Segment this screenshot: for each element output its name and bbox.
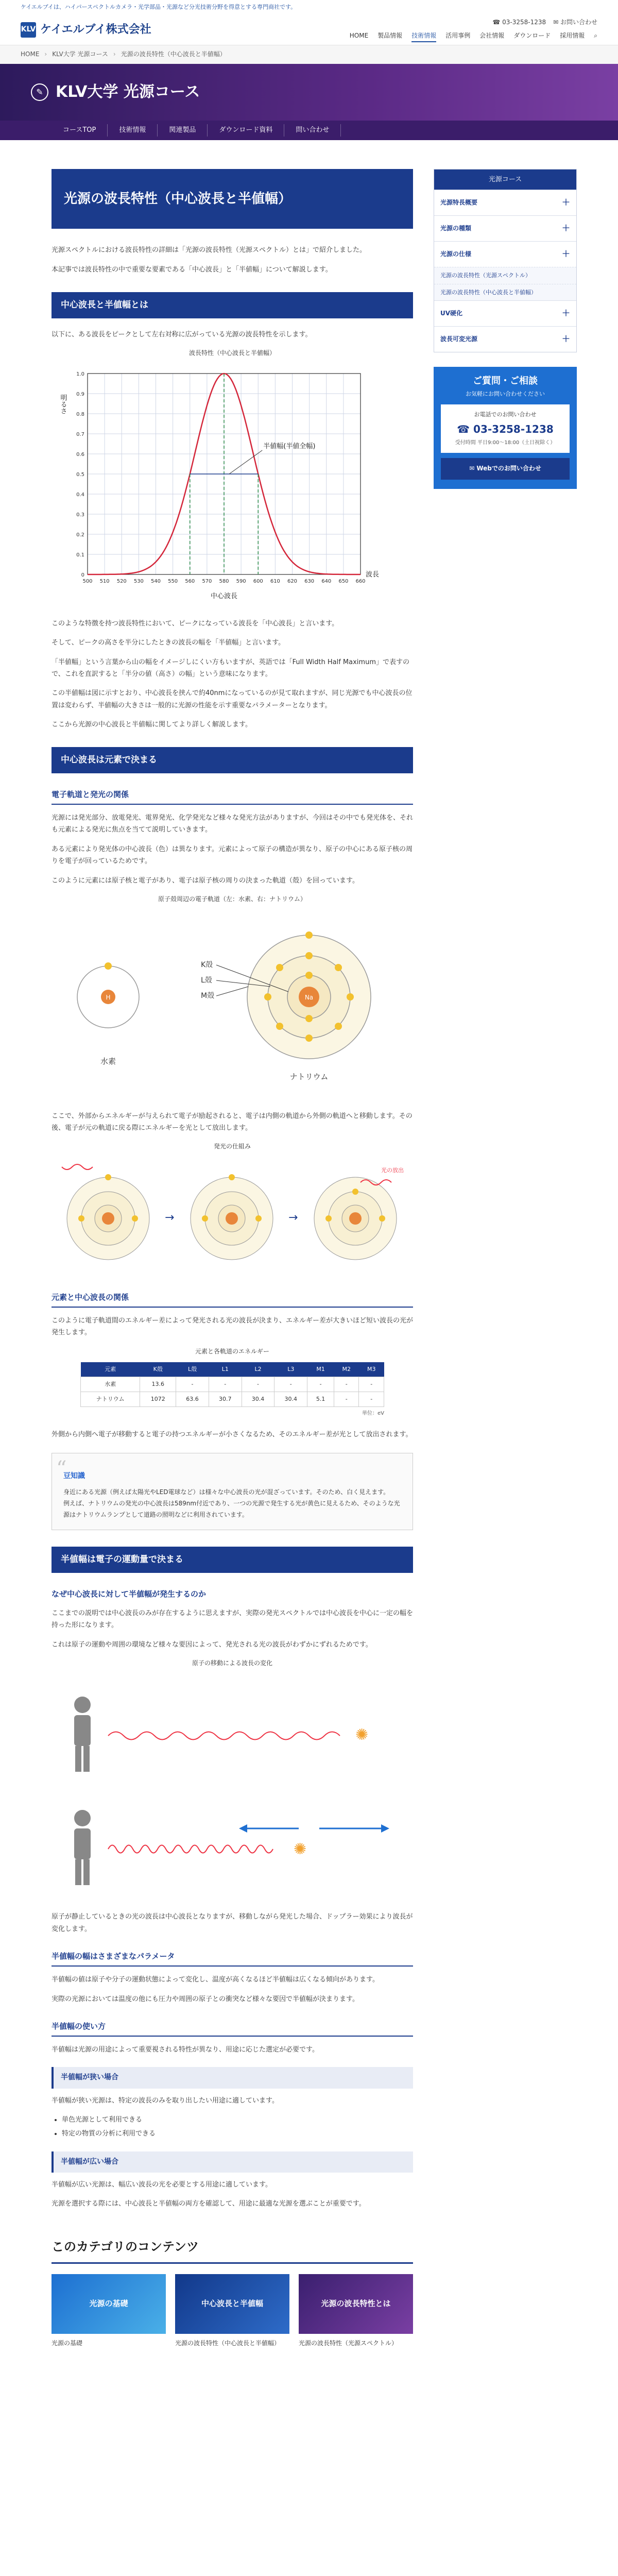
x-tick-label: 640: [321, 578, 332, 584]
quote-icon: “: [56, 1457, 67, 1481]
x-tick-label: 630: [304, 578, 315, 584]
narrow-fwhm-list: [62, 2114, 413, 2140]
contact-link[interactable]: ✉ お問い合わせ: [553, 18, 597, 26]
table-header: L殻: [176, 1362, 209, 1377]
course-menu-heading: 光源コース: [434, 170, 576, 190]
subnav-download[interactable]: ダウンロード資料: [208, 124, 284, 136]
logo-text: ケイエルブイ株式会社: [40, 23, 151, 36]
sidebar-item-types[interactable]: [434, 215, 576, 241]
logo-mark: KLV: [21, 22, 36, 38]
nav-company[interactable]: 会社情報: [479, 31, 505, 39]
x-tick-label: 610: [270, 578, 280, 584]
card-title: 光源の波長特性（光源スペクトル）: [299, 2339, 398, 2347]
chart-caption: 波長特性（中心波長と半値幅）: [188, 349, 276, 357]
doppler-diagram: [52, 1674, 413, 1901]
sidebar-item-label: 光源の仕様: [440, 250, 472, 258]
topbar-text: ケイエルブイは、ハイパースペクトルカメラ・光学部品・光源など分光技術分野を得意とする専門商社です。: [21, 4, 297, 11]
hero-title: KLV大学 光源コース: [56, 83, 200, 101]
table-header: L2: [242, 1362, 274, 1377]
intro-paragraph-2: 本記事では波長特性の中で重要な要素である「中心波長」と「半値幅」について解説します。: [52, 265, 332, 274]
emission-step-3: [314, 1177, 397, 1260]
nav-cases[interactable]: 活用事例: [445, 31, 471, 39]
section-heading-2: 中心波長は元素で決まる: [52, 747, 413, 773]
course-menu: [434, 169, 577, 352]
y-tick-label: 1.0: [76, 371, 84, 377]
card-title: 光源の基礎: [52, 2339, 83, 2347]
section1-paragraph-3: そして、ピークの高さを半分にしたときの波長の幅を「半値幅」と言います。: [52, 639, 285, 647]
y-tick-label: 0.6: [76, 451, 84, 457]
main-content: [52, 169, 413, 2370]
breadcrumb: [0, 45, 618, 64]
sodium-nucleus-label: Na: [304, 993, 314, 1001]
section-heading-1: 中心波長と半値幅とは: [52, 292, 413, 318]
nav-home[interactable]: HOME: [349, 31, 369, 39]
tel-hours: 受付時間 平日9:00～18:00（土日祝除く）: [455, 439, 556, 446]
table-cell: 30.4: [242, 1392, 274, 1406]
people-caption: 原子の移動による波長の変化: [192, 1659, 272, 1667]
card-thumbnail: 光源の波長特性とは: [299, 2274, 413, 2334]
header-right: [350, 17, 597, 42]
footer-spacer: [52, 2349, 413, 2370]
sun-icon: ✺: [355, 1726, 369, 1744]
section3-paragraph-4: 半値幅の値は原子や分子の運動状態によって変化し、温度が高くなるほど半値幅は広くなる傾向があります。: [52, 1976, 379, 1984]
breadcrumb-current: 光源の波長特性（中心波長と半値幅）: [121, 50, 226, 58]
subnav-course-top[interactable]: コースTOP: [52, 124, 108, 136]
header-contact: [492, 17, 597, 28]
subnav-tech-info[interactable]: 技術情報: [108, 124, 158, 136]
x-tick-label: 580: [219, 578, 229, 584]
x-tick-label: 660: [355, 578, 366, 584]
table-caption: 元素と各軌道のエネルギー: [195, 1347, 269, 1355]
arrow-right-icon: →: [165, 1211, 175, 1224]
section2-paragraph-4: ここで、外部からエネルギーが与えられて電子が励起されると、電子は内側の軌道から外側の軌道へと移動します。その後、電子が元の軌道に戻る際にエネルギーを光として放出します。: [52, 1112, 413, 1132]
trivia-title: 豆知識: [63, 1472, 85, 1481]
x-tick-label: 500: [82, 578, 93, 584]
table-cell: 30.7: [209, 1392, 242, 1406]
table-cell: -: [274, 1377, 307, 1392]
category-cards: [52, 2274, 413, 2349]
site-header: [0, 14, 618, 45]
table-cell: 63.6: [176, 1392, 209, 1406]
pen-icon: ✎: [31, 83, 48, 101]
center-wavelength-label: 中心波長: [210, 592, 238, 600]
doppler-diagram-svg: [52, 1674, 413, 1901]
table-header-row: [81, 1362, 384, 1377]
breadcrumb-course[interactable]: KLV大学 光源コース: [52, 50, 108, 58]
y-axis-label: 明るさ: [59, 394, 67, 414]
search-icon[interactable]: ⌕: [594, 31, 597, 39]
section3-paragraph-5: 実際の光源においては温度の他にも圧力や周囲の原子との衝突など様々な要因で半値幅が決まります。: [52, 1995, 359, 2003]
narrow-fwhm-paragraph: 半値幅が狭い光源は、特定の波長のみを取り出したい用途に適しています。: [52, 2096, 279, 2105]
sodium-electron: [305, 1015, 313, 1022]
table-row: [81, 1377, 384, 1392]
table-header: M3: [359, 1362, 384, 1377]
y-tick-label: 0.3: [76, 512, 84, 518]
contact-title: ご質問・ご相談: [473, 375, 538, 386]
plus-icon[interactable]: ＋: [561, 248, 570, 259]
section3-paragraph-3: 原子が静止しているときの光の波長は中心波長となりますが、移動しながら発光した場合、ドップラー効果により波長が変化します。: [52, 1913, 413, 1933]
sodium-electron: [264, 993, 271, 1001]
web-inquiry-button[interactable]: ✉ Webでのお問い合わせ: [441, 458, 570, 480]
phone-number: 03-3258-1238: [502, 18, 546, 26]
contact-box: [434, 367, 577, 489]
sidebar-subitem-fwhm[interactable]: 光源の波長特性（中心波長と半値幅）: [434, 284, 576, 301]
table-header: M1: [307, 1362, 334, 1377]
emission-step-2: [191, 1174, 273, 1260]
table-cell: -: [334, 1377, 359, 1392]
emit-light-label: 光の放出: [381, 1167, 404, 1174]
shell-l-label: L殻: [201, 976, 212, 985]
table-cell: 5.1: [307, 1392, 334, 1406]
fwhm-label: 半値幅(半値全幅): [263, 442, 316, 450]
nav-download[interactable]: ダウンロード: [513, 31, 551, 39]
sidebar-item-spec[interactable]: [434, 241, 576, 267]
table-header: K殻: [140, 1362, 176, 1377]
y-tick-label: 0: [81, 572, 84, 578]
contact-text: お問い合わせ: [560, 18, 597, 26]
table-cell: -: [242, 1377, 274, 1392]
table-header: M2: [334, 1362, 359, 1377]
wide-fwhm-paragraph-2: 光源を選択する際には、中心波長と半値幅の両方を確認して、用途に最適な光源を選ぶことが重要です。: [52, 2200, 366, 2208]
energy-table: [80, 1362, 384, 1406]
section2-paragraph-1: 光源には発光部分、放電発光、電界発光、化学発光など様々な発光方法がありますが、今回はその中でも発光体を、それも元素による発光に焦点を当てて説明していきます。: [52, 814, 414, 834]
y-tick-label: 0.5: [76, 471, 84, 478]
sodium-electron: [335, 964, 342, 971]
subsection-element-wavelength: 元素と中心波長の関係: [52, 1291, 413, 1308]
emission-step-1: [62, 1164, 149, 1260]
sodium-electron: [335, 1023, 342, 1030]
content-card[interactable]: [52, 2274, 166, 2349]
emission-diagram-svg: [52, 1157, 413, 1275]
shell-m-label: M殻: [201, 991, 215, 1000]
section3-paragraph-1: ここまでの説明では中心波長のみが存在するように思えますが、実際の発光スペクトルでは中心波長を中心に一定の幅を持った形になります。: [52, 1609, 414, 1630]
wide-fwhm-heading: 半値幅が広い場合: [52, 2151, 413, 2173]
web-inquiry-label: Webでのお問い合わせ: [476, 464, 541, 472]
y-tick-label: 0.2: [76, 532, 84, 538]
x-tick-label: 650: [338, 578, 349, 584]
topbar-message: [0, 0, 618, 14]
content-container: [0, 140, 618, 2391]
section3-paragraph-2: これは原子の運動や周囲の環境など様々な要因によって、発光される光の波長がわずかにずれるためです。: [52, 1640, 372, 1649]
hydrogen-nucleus-label: H: [106, 993, 111, 1001]
table-cell: -: [334, 1392, 359, 1406]
shell-m-pointer: [216, 987, 248, 996]
tel-label: お電話でのお問い合わせ: [474, 411, 537, 418]
y-tick-label: 0.1: [76, 552, 84, 558]
section1-paragraph-4: 「半値幅」という言葉から山の幅をイメージしにくい方もいますが、英語では「Full Width Half Maximum」で表すので、これを直訳すると「半分の値（高さ）の幅」という意味になります。: [52, 658, 409, 678]
x-tick-label: 530: [133, 578, 144, 584]
table-cell: -: [176, 1377, 209, 1392]
intro-paragraph: [52, 244, 413, 256]
table-header: L3: [274, 1362, 307, 1377]
nav-products[interactable]: 製品情報: [377, 31, 403, 39]
sidebar-item-overview[interactable]: [434, 190, 576, 215]
table-cell: -: [307, 1377, 334, 1392]
card-thumbnail: 光源の基礎: [52, 2274, 166, 2334]
wave-line: [108, 1732, 340, 1740]
wavelength-chart-svg: [52, 363, 413, 605]
nav-tech[interactable]: 技術情報: [411, 30, 436, 43]
x-tick-label: 570: [202, 578, 212, 584]
section1-paragraph-6: ここから光源の中心波長と半値幅に関してより詳しく解説します。: [52, 721, 252, 729]
company-logo[interactable]: [21, 20, 151, 40]
x-tick-label: 590: [236, 578, 246, 584]
table-header: 元素: [81, 1362, 140, 1377]
plus-icon[interactable]: ＋: [561, 334, 570, 344]
contact-phone-box: [441, 404, 570, 453]
x-tick-label: 520: [116, 578, 127, 584]
trivia-paragraph-2: 例えば、ナトリウムの発光の中心波長は589nm付近であり、一つの光源で発生する光が黄色に見えるため、そのような光源はナトリウムランプとして道路の照明などに利用されています。: [63, 1499, 400, 1518]
content-card[interactable]: [175, 2274, 289, 2349]
arrow-head-icon: [239, 1824, 247, 1833]
plus-icon[interactable]: ＋: [561, 197, 570, 208]
list-item: • 特定の物質の分析に利用できる: [62, 2128, 413, 2140]
table-cell: 1072: [140, 1392, 176, 1406]
y-tick-label: 0.9: [76, 391, 84, 397]
sodium-electron: [305, 931, 313, 939]
table-cell: -: [209, 1377, 242, 1392]
plus-icon[interactable]: ＋: [561, 223, 570, 233]
person-figure: [74, 1810, 91, 1885]
sidebar-item-uv[interactable]: [434, 300, 576, 326]
sodium-electron: [305, 952, 313, 959]
sidebar: [434, 169, 577, 2370]
wide-fwhm-paragraph: 半値幅が広い光源は、幅広い波長の光を必要とする用途に適しています。: [52, 2180, 272, 2189]
section1-paragraph-2: このような特徴を持つ波長特性において、ピークになっている波長を「中心波長」と言います。: [52, 619, 339, 628]
section2-paragraph-6: 外側から内側へ電子が移動すると電子の持つエネルギーが小さくなるため、そのエネルギー差が光として放出されます。: [52, 1430, 413, 1438]
x-tick-label: 550: [168, 578, 178, 584]
emit-caption: 発光の仕組み: [213, 1143, 251, 1150]
subnav-related-products[interactable]: 関連製品: [158, 124, 208, 136]
breadcrumb-home[interactable]: HOME: [21, 50, 40, 58]
table-cell: 水素: [81, 1377, 140, 1392]
x-tick-label: 600: [253, 578, 263, 584]
card-thumbnail: 中心波長と半値幅: [175, 2274, 289, 2334]
table-cell: ナトリウム: [81, 1392, 140, 1406]
section-heading-3: 半値幅は電子の運動量で決まる: [52, 1547, 413, 1573]
table-cell: 13.6: [140, 1377, 176, 1392]
sidebar-item-tunable[interactable]: [434, 326, 576, 352]
sodium-electron: [347, 993, 354, 1001]
trivia-paragraph-1: 身近にある光源（例えば太陽光やLED電球など）は様々な中心波長の光が混ざっています。そのため、白く見えます。: [63, 1488, 390, 1496]
intro-text: 光源スペクトルにおける波長特性の詳細は「光源の波長特性（光源スペクトル）とは」で紹介しました。: [52, 246, 367, 255]
table-cell: -: [359, 1377, 384, 1392]
hydrogen-electron: [105, 962, 112, 970]
subnav-inquiry[interactable]: 問い合わせ: [284, 124, 341, 136]
wavelength-chart: [52, 363, 413, 605]
tel-number-text: 03-3258-1238: [473, 422, 554, 435]
sidebar-item-label: 光源特長概要: [440, 198, 478, 206]
category-heading: このカテゴリのコンテンツ: [52, 2236, 413, 2264]
page-title: 光源の波長特性（中心波長と半値幅）: [52, 169, 413, 229]
sidebar-item-label: 光源の種類: [440, 224, 472, 232]
tel-number[interactable]: ☎ 03-3258-1238: [457, 422, 554, 435]
table-row: [81, 1392, 384, 1406]
section3-paragraph-6: 半値幅は光源の用途によって重要視される特性が異なり、用途に応じた選定が必要です。: [52, 2046, 319, 2054]
x-tick-label: 620: [287, 578, 298, 584]
sidebar-subitem-spectrum[interactable]: 光源の波長特性（光源スペクトル）: [434, 267, 576, 284]
subsection-fwhm-usage: 半値幅の使い方: [52, 2020, 413, 2037]
section2-paragraph-2: ある元素により発光体の中心波長（色）は異なります。元素によって原子の構造が異なり、原子の中心にある原子核の周りを電子が回っているためです。: [52, 845, 413, 866]
sodium-label: ナトリウム: [289, 1072, 329, 1081]
x-tick-label: 510: [99, 578, 110, 584]
arrow-right-icon: →: [288, 1211, 298, 1224]
course-hero: [0, 64, 618, 121]
shell-k-label: K殻: [201, 960, 213, 969]
plus-icon[interactable]: ＋: [561, 308, 570, 318]
section2-paragraph-3: このように元素には原子核と電子があり、電子は原子核の周りの決まった軌道（殻）を回っています。: [52, 876, 359, 885]
y-tick-label: 0.4: [76, 492, 84, 498]
global-nav: [350, 30, 597, 43]
sidebar-item-label: UV硬化: [440, 309, 463, 317]
trivia-box: [52, 1453, 413, 1530]
table-cell: -: [359, 1392, 384, 1406]
section2-paragraph-5: このように電子軌道間のエネルギー差によって発光される光の波長が決まり、エネルギー差が大きいほど短い波長の光が発生します。: [52, 1317, 414, 1337]
content-card[interactable]: [299, 2274, 413, 2349]
subsection-fwhm-params: 半値幅の幅はさまざまなパラメータ: [52, 1950, 413, 1967]
person-figure: [74, 1697, 91, 1772]
section1-paragraph-5: この半値幅は図に示すとおり、中心波長を挟んで約40nmになっているのが見て取れますが、同じ光源でも中心波長の位置は変わらず、半値幅の大きさは一般的に光源の性能を示す重要なパラメーターとなります。: [52, 689, 413, 709]
x-tick-label: 560: [185, 578, 195, 584]
sodium-electron: [276, 964, 283, 971]
subsection-why-fwhm: なぜ中心波長に対して半値幅が発生するのか: [52, 1589, 207, 1599]
course-subnav: [0, 121, 618, 140]
phone-link[interactable]: ☎ 03-3258-1238: [492, 18, 546, 26]
breadcrumb-separator-icon: ›: [113, 50, 116, 58]
hydrogen-label: 水素: [100, 1056, 116, 1066]
table-note: 単位：eV: [362, 1410, 384, 1416]
card-title: 光源の波長特性（中心波長と半値幅）: [175, 2339, 281, 2347]
sodium-electron: [305, 972, 313, 979]
sun-icon: ✺: [294, 1840, 307, 1859]
y-tick-label: 0.8: [76, 411, 84, 417]
contact-subtitle: お気軽にお問い合わせください: [466, 391, 545, 398]
table-header: L1: [209, 1362, 242, 1377]
table-cell: 30.4: [274, 1392, 307, 1406]
section1-paragraph: 以下に、ある波長をピークとして左右対称に広がっている光源の波長特性を示します。: [52, 330, 312, 338]
sodium-electron: [305, 1035, 313, 1042]
list-item: • 単色光源として利用できる: [62, 2114, 413, 2126]
x-axis-label: 波長: [366, 570, 380, 579]
atom-caption: 原子殻周辺の電子軌道（左：水素、右：ナトリウム）: [158, 895, 306, 903]
atom-diagram: [52, 909, 413, 1100]
narrow-fwhm-heading: 半値幅が狭い場合: [52, 2067, 413, 2088]
y-tick-label: 0.7: [76, 431, 84, 437]
emission-diagram: [52, 1157, 413, 1275]
sodium-electron: [276, 1023, 283, 1030]
x-tick-label: 540: [150, 578, 161, 584]
atom-diagram-svg: [52, 909, 413, 1100]
nav-recruit[interactable]: 採用情報: [560, 31, 585, 39]
wave-line: [108, 1845, 273, 1853]
arrow-head-icon: [381, 1824, 389, 1833]
sidebar-item-label: 波長可変光源: [440, 335, 478, 343]
breadcrumb-separator-icon: ›: [44, 50, 47, 58]
subsection-orbit-emission: 電子軌道と発光の関係: [52, 788, 413, 805]
